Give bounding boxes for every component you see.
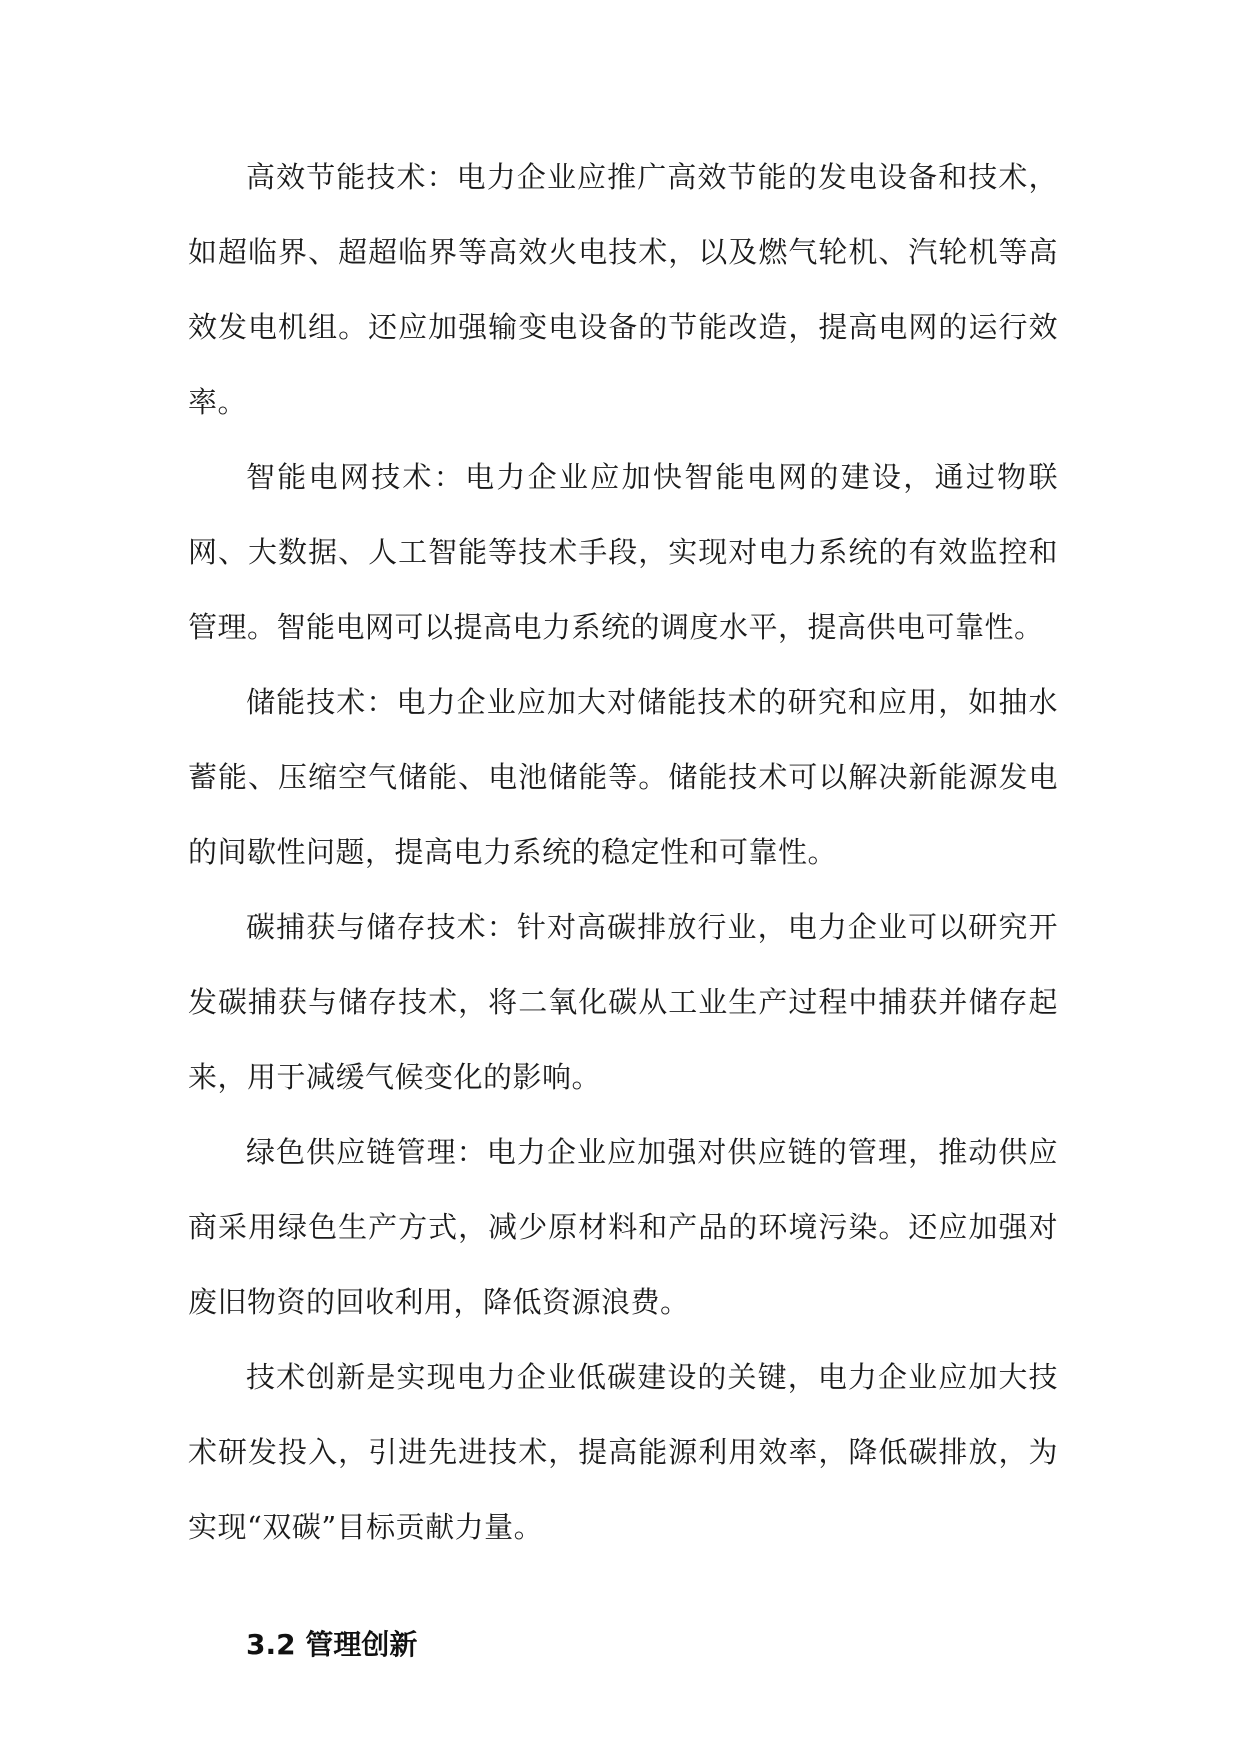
paragraph-carbon-capture: 碳捕获与储存技术：针对高碳排放行业，电力企业可以研究开发碳捕获与储存技术，将二氧化碳从工业生产过程中捕获并储存起来，用于减缓气候变化的影响。	[188, 910, 1058, 1094]
paragraph-green-supply-chain: 绿色供应链管理：电力企业应加强对供应链的管理，推动供应商采用绿色生产方式，减少原材料和产品的环境污染。还应加强对废旧物资的回收利用，降低资源浪费。	[188, 1135, 1058, 1319]
document-page	[188, 140, 1058, 1682]
section-heading: 3.2 管理创新	[246, 1628, 418, 1661]
paragraph-smart-grid: 智能电网技术：电力企业应加快智能电网的建设，通过物联网、大数据、人工智能等技术手段，实现对电力系统的有效监控和管理。智能电网可以提高电力系统的调度水平，提高供电可靠性。	[188, 460, 1058, 644]
paragraph-energy-storage: 储能技术：电力企业应加大对储能技术的研究和应用，如抽水蓄能、压缩空气储能、电池储能等。储能技术可以解决新能源发电的间歇性问题，提高电力系统的稳定性和可靠性。	[188, 685, 1058, 869]
paragraph-tech-innovation-summary: 技术创新是实现电力企业低碳建设的关键，电力企业应加大技术研发投入，引进先进技术，提高能源利用效率，降低碳排放，为实现“双碳”目标贡献力量。	[188, 1360, 1058, 1544]
paragraph-energy-efficiency: 高效节能技术：电力企业应推广高效节能的发电设备和技术，如超临界、超超临界等高效火电技术，以及燃气轮机、汽轮机等高效发电机组。还应加强输变电设备的节能改造，提高电网的运行效率。	[188, 160, 1058, 419]
